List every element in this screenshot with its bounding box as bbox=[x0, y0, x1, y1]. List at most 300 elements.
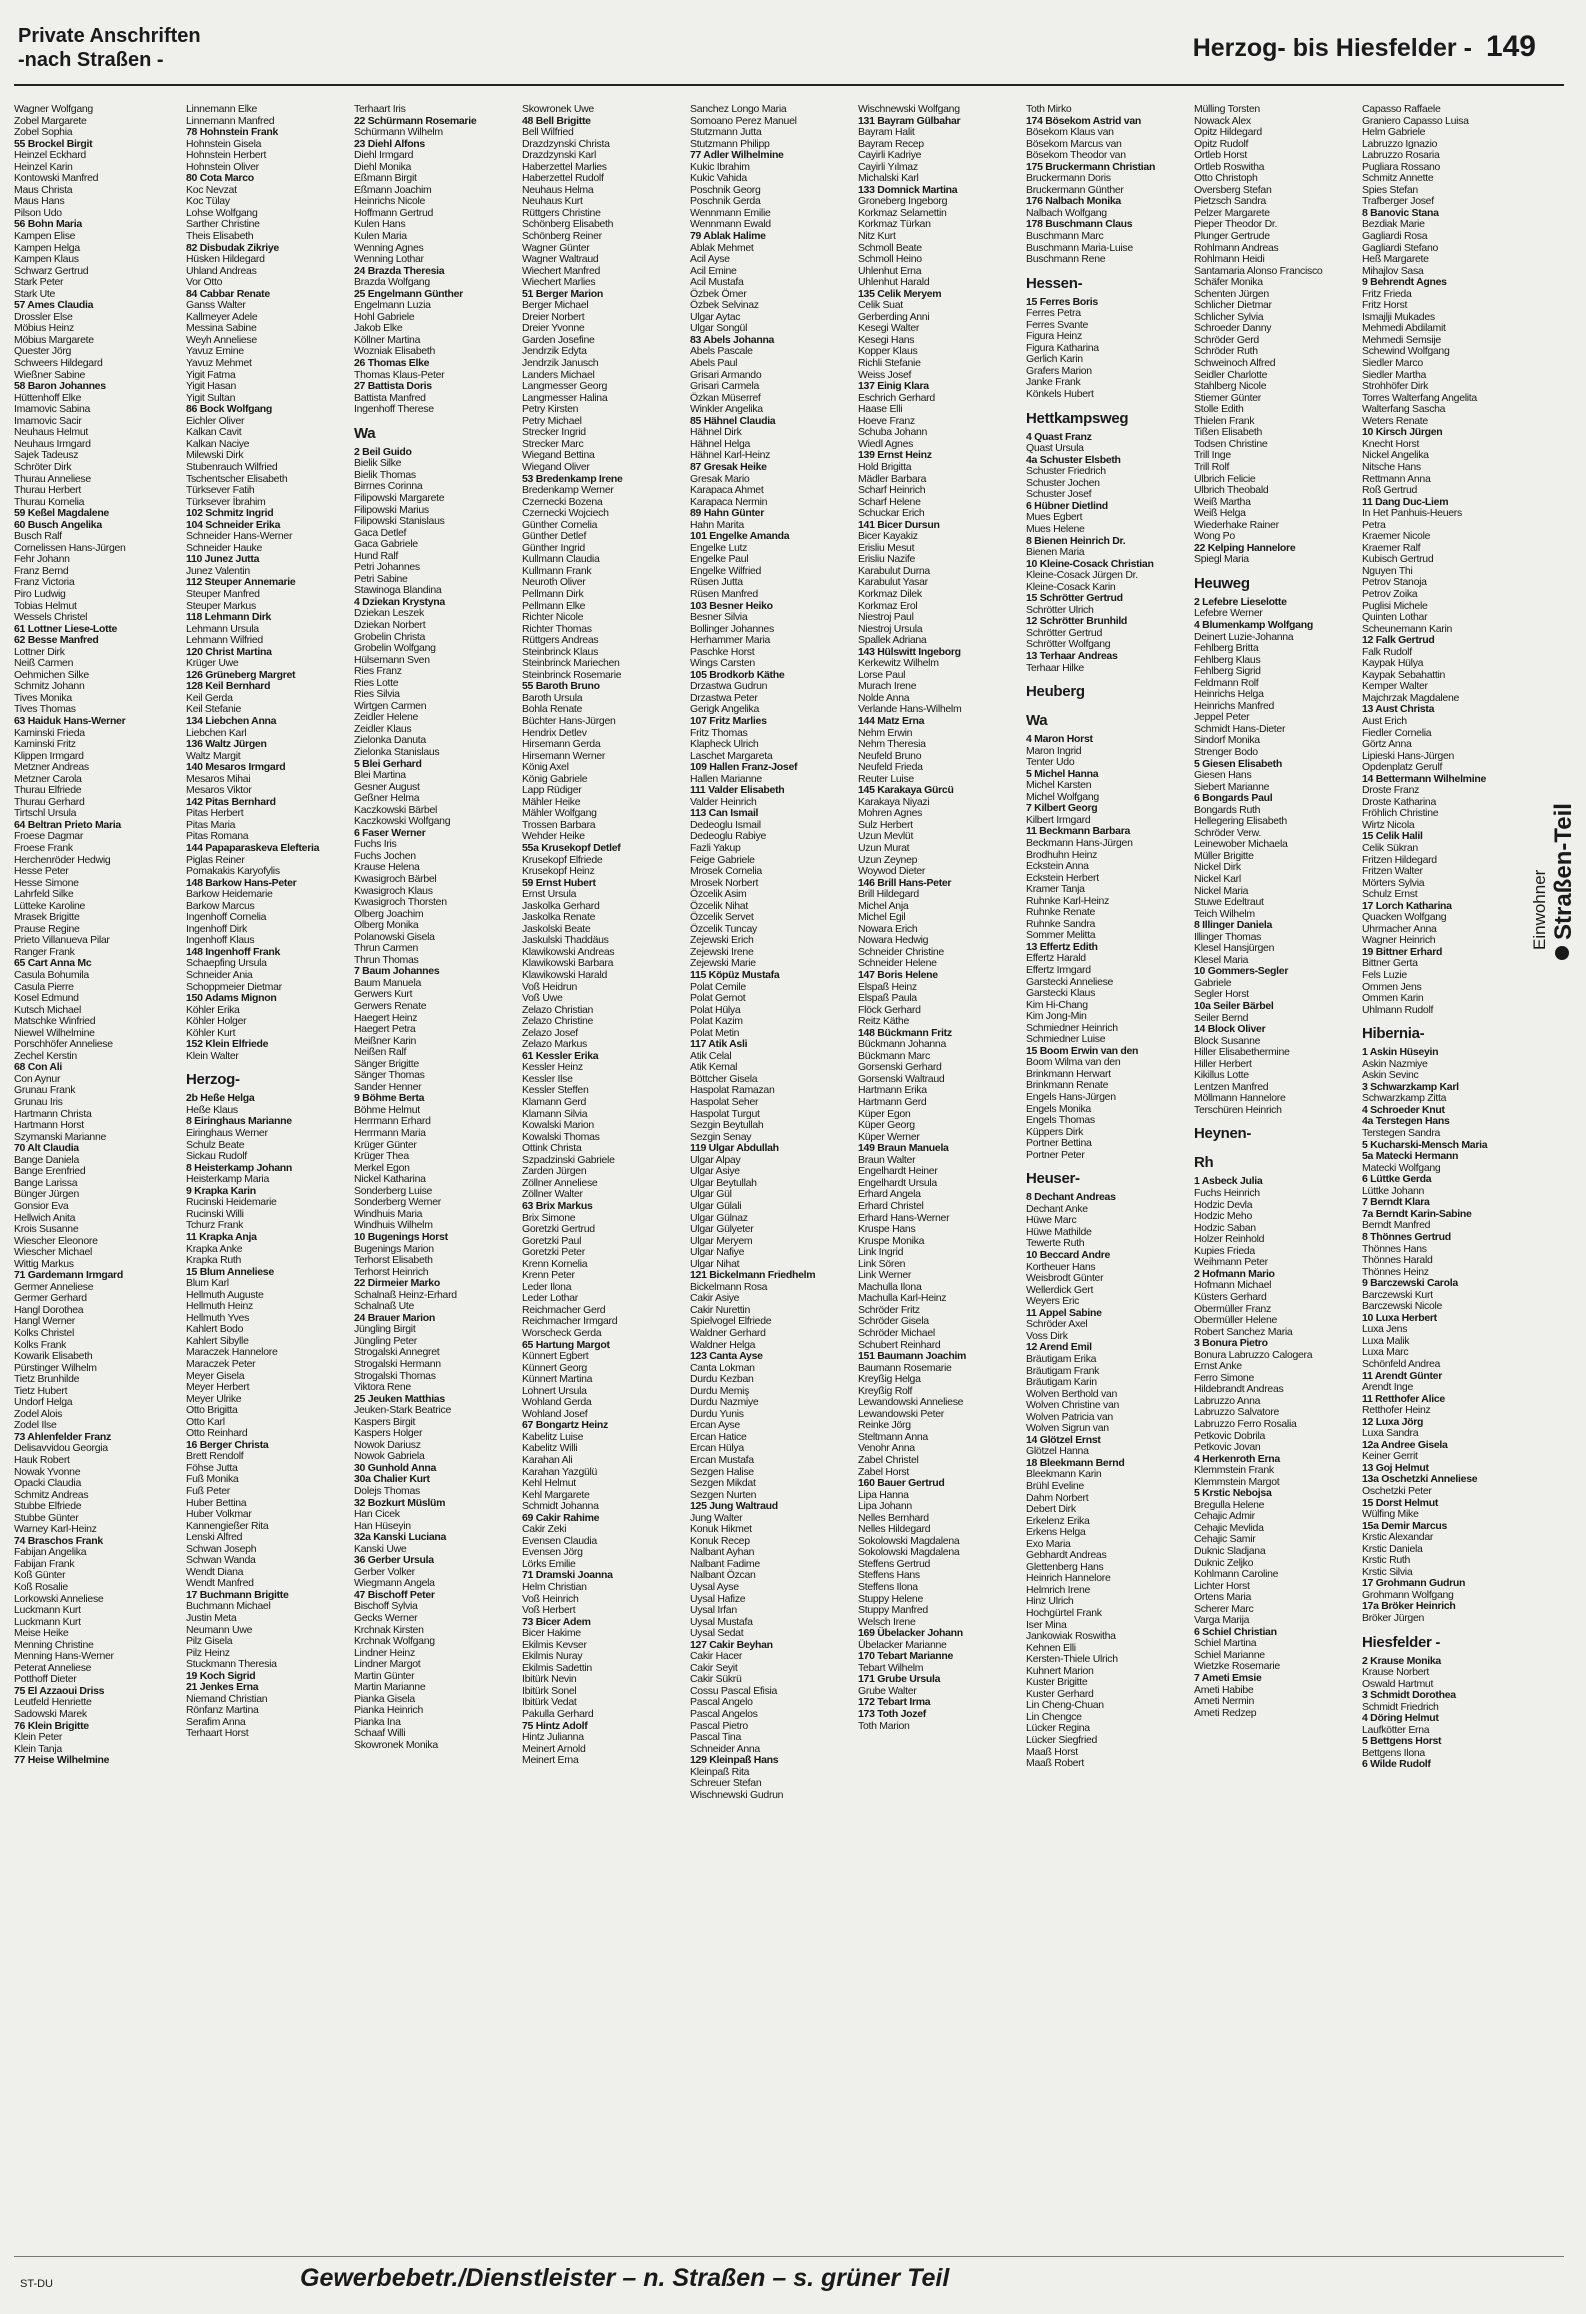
resident-entry: Luxa Jens bbox=[1362, 1323, 1408, 1336]
resident-entry: 76 Klein Brigitte bbox=[14, 1719, 89, 1732]
resident-entry: Buschmann Rene bbox=[1026, 253, 1106, 266]
resident-entry: Droste Katharina bbox=[1362, 795, 1436, 808]
resident-entry: Engelke Wilfried bbox=[690, 564, 762, 577]
resident-entry: 147 Boris Helene bbox=[858, 969, 938, 982]
resident-entry: 12 Luxa Jörg bbox=[1362, 1415, 1424, 1428]
resident-entry: Leder Lothar bbox=[522, 1292, 578, 1305]
resident-entry: Hoeve Franz bbox=[858, 414, 915, 427]
resident-entry: 149 Braun Manuela bbox=[858, 1142, 949, 1155]
resident-entry: Wagner Waltraud bbox=[522, 253, 599, 266]
resident-entry: Neuhaus Irmgard bbox=[14, 437, 91, 450]
resident-entry: Baumann Rosemarie bbox=[858, 1361, 952, 1374]
resident-entry: Kruspe Monika bbox=[858, 1234, 925, 1247]
resident-entry: Retthofer Heinz bbox=[1362, 1404, 1431, 1417]
resident-entry: 13 Goj Helmut bbox=[1362, 1461, 1429, 1474]
resident-entry: Schmitz Annette bbox=[1362, 172, 1434, 185]
resident-entry: 12 Falk Gertrud bbox=[1362, 634, 1435, 647]
resident-entry: Hirsemann Gerda bbox=[522, 738, 601, 751]
resident-entry: Ulbrich Felicie bbox=[1194, 472, 1256, 485]
resident-entry: Karapaca Ahmet bbox=[690, 484, 764, 497]
resident-entry: Bösekom Klaus van bbox=[1026, 126, 1114, 139]
page-number: 149 bbox=[1485, 30, 1536, 63]
resident-entry: Steinbrinck Klaus bbox=[522, 645, 599, 658]
resident-entry: Kowarik Elisabeth bbox=[14, 1350, 93, 1363]
resident-entry: Kallmeyer Adele bbox=[186, 310, 258, 323]
resident-entry: 6 Bongards Paul bbox=[1194, 792, 1273, 805]
resident-entry: Ulgar Nafiye bbox=[690, 1246, 745, 1259]
resident-entry: 77 Adler Wilhelmine bbox=[690, 149, 784, 162]
resident-entry: Ries Franz bbox=[354, 665, 402, 678]
resident-entry: Askin Sevinc bbox=[1362, 1069, 1419, 1082]
resident-entry: Durdu Nazmiye bbox=[690, 1396, 759, 1409]
resident-entry: Wirtz Nicola bbox=[1362, 818, 1415, 831]
resident-entry: Tives Thomas bbox=[14, 703, 76, 716]
resident-entry: 4 Quast Franz bbox=[1026, 430, 1092, 443]
resident-entry: Santamaria Alonso Francisco bbox=[1194, 264, 1323, 277]
resident-entry: 15 Celik Halil bbox=[1362, 830, 1423, 843]
resident-entry: Rucinski Heidemarie bbox=[186, 1196, 277, 1209]
resident-entry: Kohlmann Caroline bbox=[1194, 1568, 1279, 1581]
resident-entry: Skowronek Uwe bbox=[522, 104, 594, 115]
resident-entry: Hodzic Devla bbox=[1194, 1198, 1253, 1211]
resident-entry: Hartmann Gerd bbox=[858, 1096, 927, 1109]
resident-entry: Wolven Berthold van bbox=[1026, 1387, 1117, 1400]
resident-entry: Sezgen Mikdat bbox=[690, 1477, 756, 1490]
resident-entry: Terhorst Elisabeth bbox=[354, 1254, 433, 1267]
resident-entry: 80 Cota Marco bbox=[186, 172, 254, 185]
resident-entry: Dechant Anke bbox=[1026, 1202, 1088, 1215]
resident-entry: Özbek Ömer bbox=[690, 287, 747, 300]
resident-entry: Görtz Anna bbox=[1362, 738, 1412, 751]
resident-entry: Porschhöfer Anneliese bbox=[14, 1038, 113, 1051]
resident-entry: Cehajic Mevlida bbox=[1194, 1521, 1264, 1534]
resident-entry: 13a Oschetzki Anneliese bbox=[1362, 1473, 1478, 1486]
resident-entry: Hüsken Hildegard bbox=[186, 253, 265, 266]
resident-entry: Messina Sabine bbox=[186, 322, 257, 335]
resident-entry: Klawikowski Barbara bbox=[522, 957, 614, 970]
resident-entry: Schneider Ania bbox=[186, 969, 253, 982]
resident-entry: Blum Karl bbox=[186, 1277, 229, 1290]
resident-entry: Ercan Hülya bbox=[690, 1442, 744, 1455]
directory-columns bbox=[14, 104, 1534, 2248]
resident-entry: Kleine-Cosack Karin bbox=[1026, 580, 1116, 593]
resident-entry: 30 Gunhold Anna bbox=[354, 1461, 437, 1474]
resident-entry: Grobelin Wolfgang bbox=[354, 642, 436, 655]
resident-entry: Ganss Walter bbox=[186, 299, 246, 312]
resident-entry: Meinert Erna bbox=[522, 1754, 579, 1767]
resident-entry: Buchmann Michael bbox=[186, 1600, 271, 1613]
resident-entry: Kreyßig Helga bbox=[858, 1373, 921, 1386]
resident-entry: Erkelenz Erika bbox=[1026, 1514, 1090, 1527]
resident-entry: Oswald Hartmut bbox=[1362, 1677, 1434, 1690]
resident-entry: Lüttke Johann bbox=[1362, 1184, 1425, 1197]
resident-entry: 71 Gardemann Irmgard bbox=[14, 1269, 123, 1282]
resident-entry: 10a Seiler Bärbel bbox=[1194, 1000, 1274, 1013]
resident-entry: 55 Brockel Birgit bbox=[14, 137, 93, 150]
resident-entry: Schrötter Wolfgang bbox=[1026, 638, 1111, 651]
resident-entry: Weihmann Peter bbox=[1194, 1256, 1268, 1269]
resident-entry: Huber Bettina bbox=[186, 1496, 247, 1509]
resident-entry: Erisliu Nazife bbox=[858, 553, 916, 566]
resident-entry: Justin Meta bbox=[186, 1612, 237, 1624]
resident-entry: Bugenings Marion bbox=[354, 1242, 434, 1255]
resident-entry: Fuchs Jochen bbox=[354, 849, 416, 862]
resident-entry: Stuwe Edeltraut bbox=[1194, 896, 1264, 909]
resident-entry: Landers Michael bbox=[522, 368, 595, 381]
resident-entry: 1 Asbeck Julia bbox=[1194, 1175, 1263, 1188]
resident-entry: Nitz Kurt bbox=[858, 230, 896, 243]
resident-entry: 5 Blei Gerhard bbox=[354, 757, 422, 770]
resident-entry: 11 Dang Duc-Liem bbox=[1362, 495, 1449, 508]
resident-entry: 89 Hahn Günter bbox=[690, 507, 764, 520]
resident-entry: Sokolowski Magdalena bbox=[858, 1546, 960, 1559]
resident-entry: Tewerte Ruth bbox=[1026, 1237, 1085, 1250]
resident-entry: Kessler Heinz bbox=[522, 1061, 583, 1074]
resident-entry: Bruckermann Günther bbox=[1026, 183, 1124, 196]
resident-entry: Künnert Egbert bbox=[522, 1350, 589, 1363]
resident-entry: Ulbrich Theobald bbox=[1194, 484, 1269, 497]
side-label-bottom: Straßen-Teil bbox=[1550, 803, 1577, 940]
resident-entry: Junez Valentin bbox=[186, 564, 250, 577]
resident-entry: 10 Luxa Herbert bbox=[1362, 1311, 1437, 1324]
footer-note: Gewerbebetr./Dienstleister – n. Straßen – s. grüner Teil bbox=[300, 2264, 950, 2292]
resident-entry: 47 Bischoff Peter bbox=[354, 1588, 435, 1601]
resident-entry: Erhard Angela bbox=[858, 1188, 921, 1201]
resident-entry: 8 Banovic Stana bbox=[1362, 206, 1439, 219]
resident-entry: 65 Hartung Margot bbox=[522, 1338, 610, 1351]
side-label-top: Einwohner bbox=[1530, 869, 1549, 950]
resident-entry: 125 Jung Waltraud bbox=[690, 1500, 778, 1513]
resident-entry: Bongards Ruth bbox=[1194, 803, 1261, 816]
resident-entry: Özcelik Servet bbox=[690, 911, 754, 924]
resident-entry: 68 Con Ali bbox=[14, 1061, 62, 1074]
resident-entry: Bayram Halit bbox=[858, 126, 915, 139]
resident-entry: 113 Can Ismail bbox=[690, 807, 759, 820]
resident-entry: 119 Ulgar Abdullah bbox=[690, 1142, 779, 1155]
resident-entry: Lewandowski Peter bbox=[858, 1407, 944, 1420]
resident-entry: Kwasigroch Bärbel bbox=[354, 873, 437, 885]
resident-entry: Bollinger Johannes bbox=[690, 622, 774, 635]
resident-entry: Jakob Elke bbox=[354, 322, 403, 335]
resident-entry: Neufeld Bruno bbox=[858, 749, 922, 762]
resident-entry: Klamann Gerd bbox=[522, 1096, 587, 1109]
resident-entry: Föhse Jutta bbox=[186, 1461, 238, 1474]
resident-entry: Seidler Charlotte bbox=[1194, 368, 1268, 381]
resident-entry: Viktora Rene bbox=[354, 1381, 411, 1394]
resident-entry: 24 Brauer Marion bbox=[354, 1311, 435, 1324]
resident-entry: 24 Brazda Theresia bbox=[354, 264, 445, 277]
resident-entry: 13 Aust Christa bbox=[1362, 703, 1435, 716]
resident-entry: Helm Christian bbox=[522, 1581, 587, 1593]
resident-entry: Ulgar Asiye bbox=[690, 1165, 740, 1178]
resident-entry: Boom Wilma van den bbox=[1026, 1056, 1121, 1069]
resident-entry: 8 Eiringhaus Marianne bbox=[186, 1115, 292, 1128]
resident-entry: 27 Battista Doris bbox=[354, 380, 432, 393]
resident-entry: Labruzzo Anna bbox=[1194, 1394, 1261, 1407]
resident-entry: Diehl Monika bbox=[354, 160, 412, 173]
directory-column bbox=[1026, 104, 1188, 2248]
resident-entry: Braun Walter bbox=[858, 1153, 916, 1166]
resident-entry: Hartmann Christa bbox=[14, 1107, 92, 1120]
resident-entry: Langmesser Georg bbox=[522, 380, 608, 393]
resident-entry: Mrosek Cornelia bbox=[690, 865, 762, 878]
resident-entry: Venohr Anna bbox=[858, 1442, 915, 1455]
resident-entry: Sänger Thomas bbox=[354, 1069, 425, 1082]
resident-entry: Strogalski Thomas bbox=[354, 1369, 436, 1382]
resident-entry: Spiegl Maria bbox=[1194, 553, 1249, 566]
resident-entry: Engelhardt Heiner bbox=[858, 1165, 938, 1178]
resident-entry: Schröder Gisela bbox=[858, 1315, 929, 1328]
resident-entry: Strecker Ingrid bbox=[522, 426, 586, 439]
resident-entry: 82 Disbudak Zikriye bbox=[186, 241, 279, 254]
resident-entry: Duknic Zeljko bbox=[1194, 1556, 1254, 1569]
resident-entry: Zelazo Christian bbox=[522, 1003, 594, 1016]
resident-entry: Tirtschl Ursula bbox=[14, 807, 77, 820]
resident-entry: Gaca Detlef bbox=[354, 526, 407, 539]
resident-entry: 12 Arend Emil bbox=[1026, 1341, 1092, 1354]
resident-entry: Uhrmacher Anna bbox=[1362, 922, 1437, 935]
resident-entry: Rönfanz Martina bbox=[186, 1704, 259, 1717]
resident-entry: Keil Gerda bbox=[186, 691, 233, 704]
resident-entry: Jaskolka Renate bbox=[522, 911, 596, 924]
resident-entry: Möbius Margarete bbox=[14, 333, 94, 346]
resident-entry: Acil Mustafa bbox=[690, 276, 744, 289]
resident-entry: Pugliara Rossano bbox=[1362, 160, 1441, 173]
resident-entry: 7 Ameti Emsie bbox=[1194, 1672, 1262, 1684]
resident-entry: Sadowski Marek bbox=[14, 1708, 87, 1721]
resident-entry: Prieto Villanueva Pilar bbox=[14, 934, 110, 947]
resident-entry: Exo Maria bbox=[1026, 1537, 1071, 1550]
resident-entry: Han Hüseyin bbox=[354, 1519, 411, 1532]
resident-entry: Zejewski Marie bbox=[690, 957, 756, 970]
resident-entry: Heisterkamp Maria bbox=[186, 1173, 270, 1186]
resident-entry: Lefebre Werner bbox=[1194, 607, 1263, 620]
resident-entry: 60 Busch Angelika bbox=[14, 518, 102, 531]
resident-entry: Hellmuth Heinz bbox=[186, 1300, 253, 1313]
resident-entry: Küper Werner bbox=[858, 1130, 920, 1143]
resident-entry: Kullmann Frank bbox=[522, 564, 592, 577]
resident-entry: Kahlert Bodo bbox=[186, 1323, 244, 1336]
resident-entry: 18 Bleekmann Bernd bbox=[1026, 1456, 1125, 1469]
resident-entry: Zabel Horst bbox=[858, 1465, 909, 1478]
resident-entry: Glettenberg Hans bbox=[1026, 1560, 1104, 1573]
resident-entry: Kuster Brigitte bbox=[1026, 1676, 1088, 1689]
resident-entry: 14 Block Oliver bbox=[1194, 1023, 1266, 1036]
resident-entry: Laschet Margareta bbox=[690, 749, 773, 762]
resident-entry: Bienen Maria bbox=[1026, 546, 1085, 559]
resident-entry: 134 Liebchen Anna bbox=[186, 714, 277, 727]
resident-entry: Weiß Helga bbox=[1194, 507, 1246, 520]
resident-entry: Neuhaus Helmut bbox=[14, 426, 89, 439]
resident-entry: 141 Bicer Dursun bbox=[858, 518, 940, 531]
resident-entry: Berger Michael bbox=[522, 299, 589, 312]
resident-entry: Kaypak Hülya bbox=[1362, 657, 1424, 670]
resident-entry: Schmoll Beate bbox=[858, 241, 922, 254]
resident-entry: Sonderberg Werner bbox=[354, 1196, 441, 1209]
resident-entry: Wendt Diana bbox=[186, 1565, 244, 1578]
resident-entry: Thomas Klaus-Peter bbox=[354, 368, 445, 381]
resident-entry: Özcelik Tuncay bbox=[690, 922, 757, 935]
resident-entry: Pakulla Gerhard bbox=[522, 1708, 594, 1721]
resident-entry: 55a Krusekopf Detlef bbox=[522, 842, 621, 854]
resident-entry: Özbek Selvinaz bbox=[690, 299, 759, 312]
resident-entry: Wülfing Mike bbox=[1362, 1508, 1419, 1521]
resident-entry: Uysal Mustafa bbox=[690, 1615, 753, 1628]
resident-entry: Wiescher Eleonore bbox=[14, 1234, 98, 1247]
resident-entry: Grohmann Wolfgang bbox=[1362, 1588, 1454, 1601]
resident-entry: Petri Johannes bbox=[354, 561, 420, 574]
resident-entry: Neuhaus Kurt bbox=[522, 195, 583, 208]
resident-entry: 19 Bittner Erhard bbox=[1362, 945, 1443, 958]
resident-entry: Schulz Ernst bbox=[1362, 888, 1418, 901]
resident-entry: Köhler Kurt bbox=[186, 1026, 236, 1039]
resident-entry: Rüsen Jutta bbox=[690, 576, 743, 589]
resident-entry: Fuchs Heinrich bbox=[1194, 1187, 1260, 1200]
resident-entry: Konuk Recep bbox=[690, 1534, 750, 1547]
resident-entry: Petrov Stanoja bbox=[1362, 576, 1427, 589]
resident-entry: Thrun Carmen bbox=[354, 942, 419, 955]
resident-entry: Richli Stefanie bbox=[858, 357, 921, 370]
resident-entry: 152 Klein Elfriede bbox=[186, 1038, 269, 1051]
directory-column bbox=[186, 104, 348, 2248]
resident-entry: Machulla Karl-Heinz bbox=[858, 1292, 947, 1305]
resident-entry: Wietzke Rosemarie bbox=[1194, 1660, 1280, 1673]
resident-entry: Buschmann Marc bbox=[1026, 230, 1104, 243]
resident-entry: 11 Retthofer Alice bbox=[1362, 1392, 1445, 1405]
resident-entry: 85 Hähnel Claudia bbox=[690, 414, 776, 427]
resident-entry: 111 Valder Elisabeth bbox=[690, 784, 785, 797]
resident-entry: 17 Lorch Katharina bbox=[1362, 899, 1452, 912]
resident-entry: Brix Simone bbox=[522, 1211, 576, 1224]
resident-entry: Han Cicek bbox=[354, 1508, 400, 1521]
resident-entry: Hohl Gabriele bbox=[354, 310, 415, 323]
resident-entry: Bielik Thomas bbox=[354, 468, 416, 481]
resident-entry: Portner Peter bbox=[1026, 1148, 1085, 1161]
resident-entry: Hellmuth Auguste bbox=[186, 1288, 264, 1301]
resident-entry: Trill Inge bbox=[1194, 449, 1231, 462]
resident-entry: Robert Sanchez Maria bbox=[1194, 1325, 1293, 1338]
resident-entry: 4 Dziekan Krystyna bbox=[354, 595, 445, 608]
resident-entry: Hendrix Detlev bbox=[522, 726, 587, 739]
resident-entry: 6 Schiel Christian bbox=[1194, 1625, 1277, 1638]
street-heading: Heynen- bbox=[1194, 1125, 1252, 1143]
resident-entry: 142 Pitas Bernhard bbox=[186, 795, 276, 808]
resident-entry: Wiederhake Rainer bbox=[1194, 518, 1279, 531]
resident-entry: Kanski Uwe bbox=[354, 1542, 407, 1555]
resident-entry: Pellmann Elke bbox=[522, 599, 586, 612]
resident-entry: Wennmann Ewald bbox=[690, 218, 771, 231]
resident-entry: Hangl Dorothea bbox=[14, 1303, 84, 1316]
resident-entry: Drzastwa Gudrun bbox=[690, 680, 768, 693]
resident-entry: Ibitürk Vedat bbox=[522, 1696, 577, 1709]
resident-entry: Scherer Marc bbox=[1194, 1602, 1254, 1615]
resident-entry: Konuk Hikmet bbox=[690, 1523, 752, 1536]
resident-entry: Karapaca Nermin bbox=[690, 495, 768, 508]
header-line-2: -nach Straßen - bbox=[18, 49, 164, 71]
resident-entry: Bregulla Helene bbox=[1194, 1498, 1265, 1511]
resident-entry: In Het Panhuis-Heuers bbox=[1362, 507, 1462, 520]
resident-entry: Martin Günter bbox=[354, 1669, 415, 1682]
resident-entry: Pellmann Dirk bbox=[522, 587, 584, 600]
resident-entry: Cakir Seyit bbox=[690, 1661, 738, 1674]
resident-entry: Zelazo Christine bbox=[522, 1015, 594, 1028]
resident-entry: Gerber Volker bbox=[354, 1565, 415, 1578]
page-header bbox=[0, 0, 1586, 90]
resident-entry: 8 Heisterkamp Johann bbox=[186, 1161, 293, 1174]
resident-entry: Stubbe Günter bbox=[14, 1511, 79, 1524]
resident-entry: Neufeld Frieda bbox=[858, 761, 923, 774]
resident-entry: Baroth Ursula bbox=[522, 691, 583, 704]
resident-entry: Luckmann Kurt bbox=[14, 1615, 81, 1628]
resident-entry: Bückmann Marc bbox=[858, 1049, 930, 1062]
resident-entry: Effertz Irmgard bbox=[1026, 964, 1091, 976]
resident-entry: Kuster Gerhard bbox=[1026, 1687, 1094, 1700]
resident-entry: Imamovic Sabina bbox=[14, 403, 91, 416]
resident-entry: Ruhnke Karl-Heinz bbox=[1026, 894, 1110, 907]
resident-entry: Strenger Bodo bbox=[1194, 745, 1258, 758]
resident-entry: 169 Übelacker Johann bbox=[858, 1627, 963, 1640]
resident-entry: Schneider Christine bbox=[858, 945, 944, 958]
resident-entry: 171 Grube Ursula bbox=[858, 1673, 941, 1686]
resident-entry: Barczewski Kurt bbox=[1362, 1288, 1433, 1301]
resident-entry: Yavuz Emine bbox=[186, 345, 244, 358]
resident-entry: Ruhnke Sandra bbox=[1026, 917, 1096, 930]
resident-entry: Thielen Frank bbox=[1194, 414, 1255, 427]
resident-entry: Schmidt Friedrich bbox=[1362, 1700, 1439, 1713]
resident-entry: Heinrichs Nicole bbox=[354, 195, 426, 208]
resident-entry: Hähnel Dirk bbox=[690, 426, 742, 439]
street-heading: Wa bbox=[1026, 712, 1048, 730]
resident-entry: Casula Bohumila bbox=[14, 969, 89, 982]
resident-entry: Askin Nazmiye bbox=[1362, 1057, 1428, 1070]
resident-entry: Schmitz Johann bbox=[14, 680, 85, 693]
resident-entry: Schönfeld Andrea bbox=[1362, 1357, 1441, 1370]
resident-entry: Übelacker Marianne bbox=[858, 1638, 947, 1651]
resident-entry: Eiringhaus Werner bbox=[186, 1127, 268, 1140]
resident-entry: Prause Regine bbox=[14, 922, 80, 935]
resident-entry: Hartmann Horst bbox=[14, 1119, 84, 1132]
resident-entry: Küsters Gerhard bbox=[1194, 1290, 1267, 1303]
resident-entry: Neuroth Oliver bbox=[522, 576, 586, 589]
resident-entry: Kowalski Thomas bbox=[522, 1130, 600, 1143]
resident-entry: König Gabriele bbox=[522, 772, 588, 785]
resident-entry: Tebart Wilhelm bbox=[858, 1661, 924, 1674]
resident-entry: Hartmann Erika bbox=[858, 1084, 927, 1097]
resident-entry: Schröter Dirk bbox=[14, 460, 72, 473]
resident-entry: Nitsche Hans bbox=[1362, 460, 1421, 473]
resident-entry: Filipowski Marius bbox=[354, 503, 429, 516]
resident-entry: Bayram Recep bbox=[858, 137, 924, 150]
resident-entry: Durdu Kezban bbox=[690, 1373, 754, 1386]
resident-entry: Lohse Wolfgang bbox=[186, 206, 258, 219]
resident-entry: 10 Beccard Andre bbox=[1026, 1249, 1111, 1262]
resident-entry: Battista Manfred bbox=[354, 391, 426, 404]
resident-entry: Gerberding Anni bbox=[858, 310, 930, 323]
resident-entry: Klapheck Ulrich bbox=[690, 738, 759, 751]
resident-entry: Labruzzo Ferro Rosalia bbox=[1194, 1417, 1297, 1430]
resident-entry: 70 Alt Claudia bbox=[14, 1142, 79, 1155]
resident-entry: Metzner Carola bbox=[14, 772, 82, 785]
resident-entry: Terhaar Hilke bbox=[1026, 661, 1084, 674]
resident-entry: Krchnak Wolfgang bbox=[354, 1635, 435, 1648]
resident-entry: 7 Berndt Klara bbox=[1362, 1196, 1430, 1209]
resident-entry: Portner Bettina bbox=[1026, 1137, 1092, 1150]
resident-entry: Niestroj Paul bbox=[858, 611, 914, 624]
resident-entry: Schuster Friedrich bbox=[1026, 465, 1106, 478]
resident-entry: Fels Luzie bbox=[1362, 969, 1407, 982]
resident-entry: 172 Tebart Irma bbox=[858, 1696, 931, 1709]
resident-entry: Olberg Monika bbox=[354, 919, 419, 932]
